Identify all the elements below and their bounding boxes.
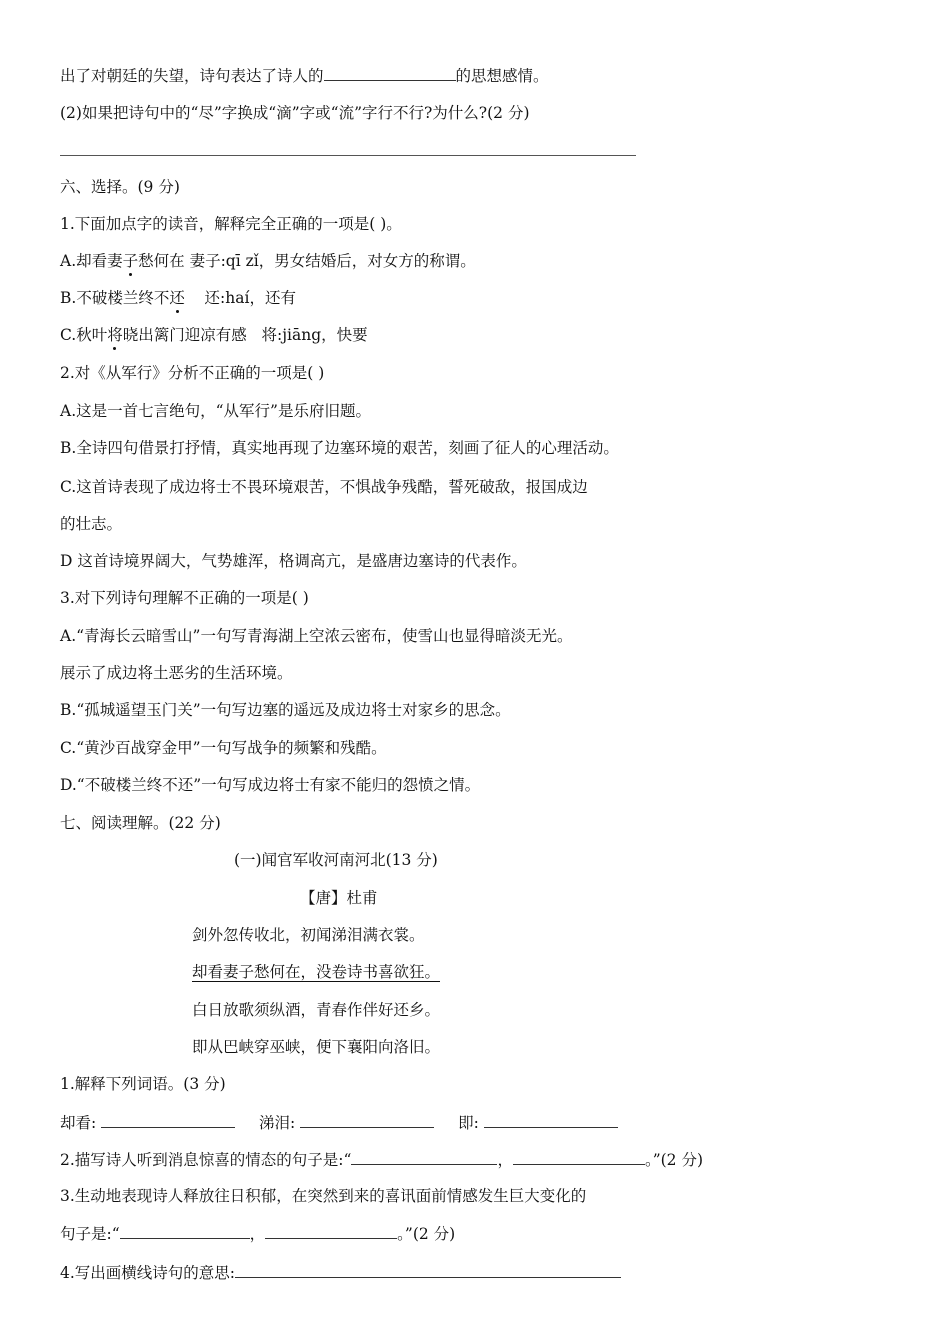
mc-q2-option-c[interactable]: C.这首诗表现了成边将士不畏环境艰苦，不惧战争残酷，誓死破敌，报国成边 <box>60 478 588 496</box>
mc-q3-option-a[interactable]: A.“青海长云暗雪山”一句写青海湖上空浓云密布，使雪山也显得暗淡无光。 <box>60 627 573 645</box>
mc-q2-option-a[interactable]: A.这是一首七言绝句，“从军行”是乐府旧题。 <box>60 402 371 420</box>
poem-line-3: 白日放歌须纵酒，青春作伴好还乡。 <box>192 1001 441 1019</box>
vocab-answers-row <box>60 1111 618 1134</box>
poem-title: (一)闻官军收河南河北(13 分) <box>234 851 438 869</box>
answer-blank[interactable] <box>101 1111 235 1128</box>
reading-question-3-cont <box>60 1222 455 1245</box>
mc-question-2: 2.对《从军行》分析不正确的一项是( ) <box>60 364 325 382</box>
vocab-word: 涕泪: <box>259 1114 296 1132</box>
mc-question-1: 1.下面加点字的读音，解释完全正确的一项是( )。 <box>60 215 402 233</box>
poem-author: 【唐】杜甫 <box>300 889 378 907</box>
question-text: 。”(2 分) <box>397 1225 456 1243</box>
dotted-char: 子 <box>122 252 139 270</box>
answer-blank[interactable] <box>324 64 456 81</box>
question-text: ， <box>249 1225 266 1243</box>
mc-q1-option-a[interactable] <box>60 250 476 272</box>
section-6-title: 六、选择。(9 分) <box>60 178 180 196</box>
section-7-title: 七、阅读理解。(22 分) <box>60 814 221 832</box>
mc-q1-option-c[interactable] <box>60 324 368 346</box>
mc-q1-option-b[interactable] <box>60 287 296 309</box>
answer-blank[interactable] <box>265 1222 397 1239</box>
question-2-sub: (2)如果把诗句中的“尽”字换成“滴”字或“流”字行不行?为什么?(2 分) <box>60 104 530 122</box>
question-text: 。”(2 分) <box>644 1151 704 1169</box>
mc-q3-option-c[interactable]: C.“黄沙百战穿金甲”一句写战争的频繁和残酷。 <box>60 739 387 757</box>
answer-blank[interactable] <box>513 1148 645 1165</box>
vocab-word: 却看: <box>60 1114 97 1132</box>
answer-blank[interactable] <box>300 1111 434 1128</box>
answer-blank[interactable] <box>351 1148 497 1165</box>
vocab-word: 即: <box>458 1114 479 1132</box>
line-text: 出了对朝廷的失望，诗句表达了诗人的 <box>60 67 324 85</box>
question-text: 4.写出画横线诗句的意思: <box>60 1264 236 1282</box>
mc-q2-option-b[interactable]: B.全诗四句借景打抒情，真实地再现了边塞环境的艰苦，刻画了征人的心理活动。 <box>60 439 619 457</box>
answer-blank[interactable] <box>120 1222 250 1239</box>
reading-question-2 <box>60 1148 703 1171</box>
dotted-char: 还 <box>169 289 185 307</box>
mc-q2-option-c-cont: 的壮志。 <box>60 515 123 533</box>
mc-q3-option-b[interactable]: B.“孤城遥望玉门关”一句写边塞的遥远及成边将士对家乡的思念。 <box>60 701 511 719</box>
option-text: B.不破楼兰终不 <box>60 289 170 307</box>
mc-q2-option-d[interactable]: D 这首诗境界阔大，气势雄浑，格调高亢，是盛唐边塞诗的代表作。 <box>60 552 527 570</box>
poem-line-1: 剑外忽传收北，初闻涕泪满衣裳。 <box>192 926 425 944</box>
text-line-1 <box>60 64 549 87</box>
option-text: 晓出篱门迎凉有感 将:jiāng，快要 <box>122 326 368 344</box>
mc-q3-option-a-cont: 展示了成边将土恶劣的生活环境。 <box>60 664 293 682</box>
mc-question-3: 3.对下列诗句理解不正确的一项是( ) <box>60 589 309 607</box>
answer-blank[interactable] <box>484 1111 618 1128</box>
line-text: 的思想感情。 <box>455 67 549 85</box>
question-text: ， <box>497 1151 513 1169</box>
poem-line-2 <box>192 961 440 983</box>
underlined-verse: 却看妻子愁何在，没卷诗书喜欲狂。 <box>192 963 441 981</box>
option-text: C.秋叶 <box>60 326 108 344</box>
option-text: 还:haí，还有 <box>184 289 296 307</box>
option-text: A.却看妻 <box>60 252 123 270</box>
dotted-char: 将 <box>107 326 123 344</box>
answer-blank[interactable] <box>235 1261 621 1278</box>
mc-q3-option-d[interactable]: D.“不破楼兰终不还”一句写成边将士有家不能归的怨愤之情。 <box>60 776 481 794</box>
reading-question-4 <box>60 1261 621 1284</box>
poem-line-4: 即从巴峡穿巫峡，便下襄阳向洛旧。 <box>192 1038 441 1056</box>
option-text: 愁何在 妻子:qī zǐ，男女结婚后，对女方的称谓。 <box>138 252 476 270</box>
answer-line[interactable] <box>60 155 636 156</box>
reading-question-1: 1.解释下列词语。(3 分) <box>60 1075 226 1093</box>
question-text: 2.描写诗人听到消息惊喜的情态的句子是:“ <box>60 1151 352 1169</box>
reading-question-3: 3.生动地表现诗人释放往日积郁，在突然到来的喜讯面前情感发生巨大变化的 <box>60 1187 587 1205</box>
question-text: 句子是:“ <box>60 1225 120 1243</box>
